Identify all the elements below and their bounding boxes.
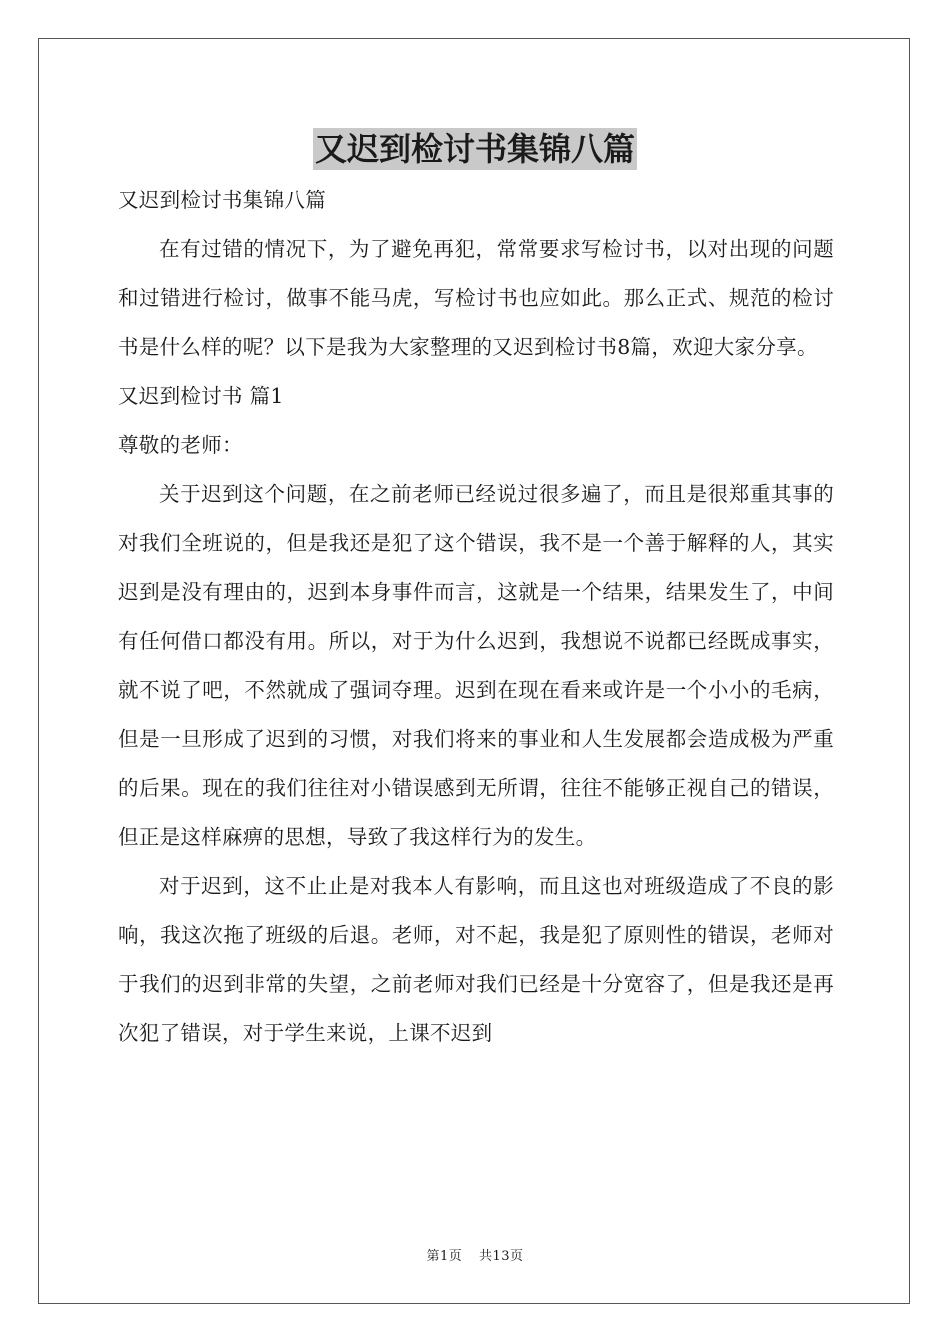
document-subtitle: 又迟到检讨书集锦八篇 (118, 188, 326, 212)
page-number: 第1页 (426, 1249, 463, 1264)
page-total: 共13页 (478, 1249, 524, 1264)
document-body (118, 176, 834, 1058)
page-footer (0, 1245, 950, 1264)
title-container (0, 128, 950, 170)
body-paragraph-1: 关于迟到这个问题，在之前老师已经说过很多遍了，而且是很郑重其事的对我们全班说的，但是我还是犯了这个错误，我不是一个善于解释的人，其实迟到是没有理由的，迟到本身事件而言，这就是一个结果，结果发生了，中间有任何借口都没有用。所以，对于为什么迟到，我想说不说都已经既成事实，就不说了吧，不然就成了强词夺理。迟到在现在看来或许是一个小小的毛病，但是一旦形成了迟到的习惯，对我们将来的事业和人生发展都会造成极为严重的后果。现在的我们往往对小错误感到无所谓，往往不能够正视自己的错误，但正是这样麻痹的思想，导致了我这样行为的发生。 (118, 482, 834, 849)
salutation: 尊敬的老师： (118, 433, 243, 457)
section-heading: 又迟到检讨书 篇1 (118, 384, 284, 408)
intro-paragraph: 在有过错的情况下，为了避免再犯，常常要求写检讨书，以对出现的问题和过错进行检讨，做事不能马虎，写检讨书也应如此。那么正式、规范的检讨书是什么样的呢？以下是我为大家整理的又迟到检讨书8篇，欢迎大家分享。 (118, 237, 834, 359)
document-title: 又迟到检讨书集锦八篇 (314, 130, 635, 168)
body-paragraph-2: 对于迟到，这不止止是对我本人有影响，而且这也对班级造成了不良的影响，我这次拖了班级的后退。老师，对不起，我是犯了原则性的错误，老师对于我们的迟到非常的失望，之前老师对我们已经是十分宽容了，但是我还是再次犯了错误，对于学生来说，上课不迟到 (118, 874, 834, 1045)
